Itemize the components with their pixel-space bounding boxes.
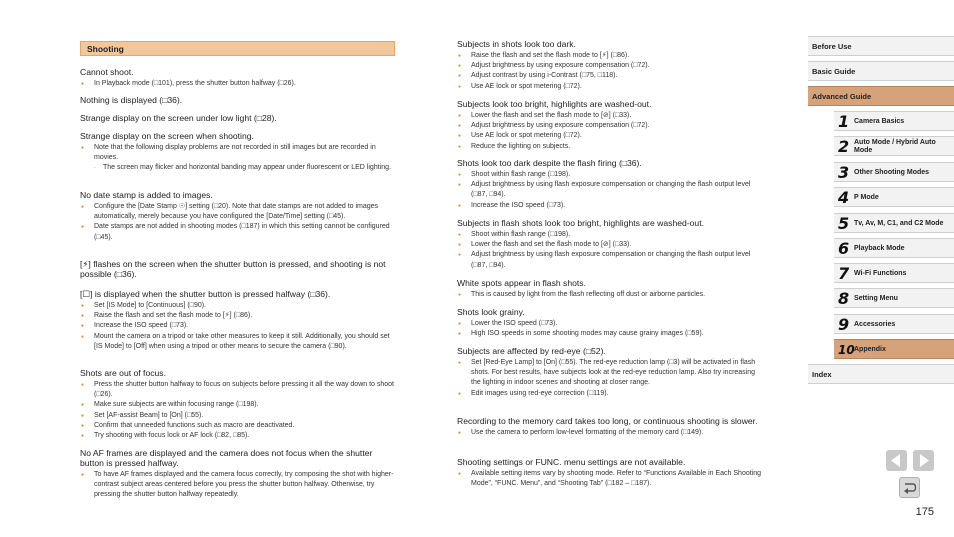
solution-text: Adjust brightness by using flash exposure compensation or changing the flash output level (□87, □94). xyxy=(471,251,751,269)
solution-text: Make sure subjects are within focusing range (□198). xyxy=(94,401,259,409)
solution-text: To have AF frames displayed and the camera focus correctly, try composing the shot with higher-contrast subject areas centered before you press the shutter button halfway. Otherwise, try pressing the shutter button halfway repeatedly. xyxy=(94,471,394,499)
nav-chapter-8[interactable] xyxy=(834,288,954,308)
nav-chapter-7[interactable] xyxy=(834,263,954,283)
trouble-heading: Subjects look too bright, highlights are washed-out. xyxy=(457,99,652,109)
chapter-number: 7 xyxy=(838,264,850,283)
trouble-item xyxy=(80,368,395,441)
solution-text: Lower the flash and set the flash mode to [⊘] (□33). xyxy=(471,112,632,119)
solution-list xyxy=(457,51,764,92)
trouble-heading: Strange display on the screen under low light (□28). xyxy=(80,113,277,123)
solution-text: Note that the following display problems are not recorded in still images but are recorded in movies. xyxy=(94,144,376,162)
trouble-item xyxy=(80,95,395,105)
solution-item xyxy=(80,202,395,222)
solution-text: Adjust brightness by using exposure compensation (□72). xyxy=(471,62,650,70)
solution-item xyxy=(457,469,764,489)
solution-item xyxy=(457,240,764,250)
trouble-heading: Subjects in shots look too dark. xyxy=(457,39,576,49)
solution-item xyxy=(80,143,395,163)
section-header-shooting xyxy=(80,41,395,56)
solution-item xyxy=(80,431,395,441)
chapter-number: 10 xyxy=(838,343,855,357)
nav-index[interactable]: Index xyxy=(808,364,954,384)
solution-subitem: - The screen may flicker and horizontal banding may appear under fluorescent or LED lighting. xyxy=(80,163,395,173)
solution-text: Edit images using red-eye correction (□119). xyxy=(471,389,609,397)
chapter-label: Auto Mode / Hybrid Auto Mode xyxy=(854,139,936,154)
trouble-item xyxy=(457,158,764,211)
chapter-label: Playback Mode xyxy=(854,245,905,252)
solution-text: Mount the camera on a tripod or take other measures to keep it still. Additionally, you should set [IS Mode] to [Off] when using a tripod or other means to secure the camera (□90). xyxy=(94,332,390,350)
nav-before-use[interactable]: Before Use xyxy=(808,36,954,56)
prev-page-button[interactable] xyxy=(886,450,907,471)
solution-text: Reduce the lighting on subjects. xyxy=(471,142,571,150)
solution-text: Try shooting with focus lock or AF lock (□82, □85). xyxy=(94,432,250,440)
solution-item xyxy=(457,389,764,399)
nav-chapter-3[interactable] xyxy=(834,162,954,182)
solution-item xyxy=(457,358,764,389)
solution-item xyxy=(457,180,764,200)
solution-text: Set [IS Mode] to [Continuous] (□90). xyxy=(94,302,207,309)
trouble-item xyxy=(80,190,395,243)
solution-text: Raise the flash and set the flash mode to [⚡] (□86). xyxy=(471,52,630,59)
trouble-heading: No AF frames are displayed and the camera does not focus when the shutter button is pressed halfway. xyxy=(80,448,373,468)
solution-item xyxy=(457,250,764,270)
trouble-item xyxy=(457,278,764,300)
solution-text: Available setting items vary by shooting mode. Refer to “Functions Available in Each Shooting Mode”, “FUNC. Menu”, and “Shooting Tab” (□182 – □187). xyxy=(471,470,762,488)
trouble-item xyxy=(80,113,395,123)
chapter-label: Setting Menu xyxy=(854,295,898,302)
trouble-item xyxy=(457,457,764,489)
nav-chapter-10[interactable] xyxy=(834,339,954,359)
nav-basic-guide[interactable]: Basic Guide xyxy=(808,61,954,81)
solution-text: Press the shutter button halfway to focus on subjects before pressing it all the way down to shoot (□26). xyxy=(94,381,395,399)
solution-text: Date stamps are not added in shooting modes (□187) in which this setting cannot be configured (□45). xyxy=(94,223,390,241)
solution-item xyxy=(457,142,764,152)
nav-chapter-6[interactable] xyxy=(834,238,954,258)
trouble-item xyxy=(457,307,764,339)
solution-item xyxy=(457,51,764,61)
trouble-heading: Shots look grainy. xyxy=(457,307,525,317)
solution-text: Adjust brightness by using exposure compensation (□72). xyxy=(471,122,650,130)
solution-item xyxy=(457,230,764,240)
chapter-label: Camera Basics xyxy=(854,118,905,125)
solution-item xyxy=(457,329,764,339)
solution-text: Set [AF-assist Beam] to [On] (□55). xyxy=(94,411,204,419)
solution-text: Increase the ISO speed (□73). xyxy=(471,201,566,209)
solution-text: Configure the [Date Stamp ☉] setting (□20). Note that date stamps are not added to images automatically, merely because you have configured the [Date/Time] setting (□45). xyxy=(94,203,379,221)
solution-text: This is caused by light from the flash reflecting off dust or airborne particles. xyxy=(471,291,706,298)
solution-text: Use AE lock or spot metering (□72). xyxy=(471,132,582,140)
solution-list xyxy=(80,470,395,501)
chapter-number: 6 xyxy=(838,239,850,258)
solution-list xyxy=(457,319,764,339)
solution-text: Set [Red-Eye Lamp] to [On] (□55). The red-eye reduction lamp (□3) will be activated in flash shots. For best results, have subjects look at the red-eye reduction lamp. Also try increasing the lighting in indoor scenes and shooting at closer range. xyxy=(471,359,756,387)
solution-item xyxy=(457,170,764,180)
trouble-heading: Shots look too dark despite the flash firing (□36). xyxy=(457,158,642,168)
trouble-heading: Recording to the memory card takes too long, or continuous shooting is slower. xyxy=(457,416,758,426)
solution-text: Shoot within flash range (□198). xyxy=(471,231,571,238)
trouble-item xyxy=(80,131,395,174)
solution-item xyxy=(80,332,395,352)
solution-text: Raise the flash and set the flash mode to [⚡] (□86). xyxy=(94,312,253,320)
solution-item xyxy=(80,311,395,321)
chapter-number: 8 xyxy=(838,289,850,308)
solution-item xyxy=(80,411,395,421)
solution-item xyxy=(457,82,764,92)
trouble-item xyxy=(80,448,395,501)
solution-item xyxy=(80,321,395,331)
trouble-heading: Subjects in flash shots look too bright, highlights are washed-out. xyxy=(457,218,704,228)
nav-chapter-2[interactable] xyxy=(834,136,954,156)
solution-item xyxy=(80,421,395,431)
solution-item xyxy=(457,131,764,141)
trouble-heading: Shots are out of focus. xyxy=(80,368,166,378)
nav-chapter-1[interactable] xyxy=(834,111,954,131)
chapter-number: 1 xyxy=(838,112,850,131)
chapter-number: 9 xyxy=(838,315,850,334)
nav-advanced-guide[interactable]: Advanced Guide xyxy=(808,86,954,106)
section-title: Shooting xyxy=(87,44,124,54)
solution-item xyxy=(457,319,764,329)
trouble-heading: No date stamp is added to images. xyxy=(80,190,213,200)
solution-item xyxy=(457,290,764,300)
solution-item xyxy=(457,111,764,121)
solution-item xyxy=(457,121,764,131)
nav-chapter-9[interactable] xyxy=(834,314,954,334)
nav-chapter-5[interactable] xyxy=(834,213,954,233)
solution-list xyxy=(80,301,395,352)
solution-text: Lower the flash and set the flash mode to [⊘] (□33). xyxy=(471,241,632,249)
solution-list xyxy=(80,143,395,174)
solution-item xyxy=(80,470,395,501)
chapter-label: P Mode xyxy=(854,194,879,201)
solution-item xyxy=(457,71,764,81)
solution-list xyxy=(457,170,764,211)
solution-text: High ISO speeds in some shooting modes may cause grainy images (□59). xyxy=(471,330,704,338)
return-button[interactable] xyxy=(899,477,920,498)
trouble-item xyxy=(80,67,395,89)
nav-chapter-4[interactable] xyxy=(834,187,954,207)
solution-text: Use the camera to perform low-level formatting of the memory card (□149). xyxy=(471,429,704,436)
solution-list xyxy=(457,111,764,152)
solution-item xyxy=(80,79,395,89)
trouble-item xyxy=(457,39,764,92)
solution-text: Adjust contrast by using i-Contrast (□75, □118). xyxy=(471,72,618,80)
trouble-item xyxy=(457,346,764,399)
trouble-item xyxy=(80,289,395,352)
solution-item xyxy=(80,380,395,400)
trouble-item xyxy=(457,99,764,152)
chapter-label: Appendix xyxy=(854,346,886,353)
solution-text: Lower the ISO speed (□73). xyxy=(471,320,558,327)
solution-list xyxy=(80,79,395,89)
chapter-number: 5 xyxy=(838,214,850,233)
solution-list xyxy=(457,469,764,489)
trouble-item xyxy=(457,416,764,438)
solution-list xyxy=(457,358,764,399)
chapter-label: Other Shooting Modes xyxy=(854,169,930,176)
trouble-item xyxy=(457,218,764,271)
solution-item xyxy=(80,222,395,242)
solution-text: In Playback mode (□101), press the shutter button halfway (□26). xyxy=(94,80,296,87)
chapter-label: Tv, Av, M, C1, and C2 Mode xyxy=(854,220,944,227)
solution-text: Adjust brightness by using flash exposure compensation or changing the flash output level (□87, □94). xyxy=(471,181,751,199)
next-page-button[interactable] xyxy=(913,450,934,471)
solution-text: Shoot within flash range (□198). xyxy=(471,171,571,178)
trouble-item xyxy=(80,259,395,279)
solution-text: Use AE lock or spot metering (□72). xyxy=(471,82,582,90)
chapter-number: 2 xyxy=(838,137,850,156)
trouble-heading: [⚡] flashes on the screen when the shutter button is pressed, and shooting is not possible (□36). xyxy=(80,259,386,279)
chapter-number: 4 xyxy=(838,188,850,207)
trouble-heading: Strange display on the screen when shooting. xyxy=(80,131,254,141)
chapter-number: 3 xyxy=(838,163,850,182)
chapter-label: Wi-Fi Functions xyxy=(854,270,907,277)
page-number: 175 xyxy=(915,506,934,518)
trouble-heading: [☐] is displayed when the shutter button is pressed halfway (□36). xyxy=(80,289,331,299)
solution-item xyxy=(80,400,395,410)
return-icon xyxy=(900,478,919,497)
solution-list xyxy=(80,202,395,243)
solution-text: Increase the ISO speed (□73). xyxy=(94,322,189,330)
arrow-left-icon xyxy=(886,450,907,471)
solution-list xyxy=(457,230,764,271)
trouble-heading: Cannot shoot. xyxy=(80,67,134,77)
trouble-heading: Subjects are affected by red-eye (□52). xyxy=(457,346,606,356)
solution-item xyxy=(80,301,395,311)
solution-item xyxy=(457,61,764,71)
trouble-heading: Shooting settings or FUNC. menu settings are not available. xyxy=(457,457,686,467)
solution-item xyxy=(457,201,764,211)
arrow-right-icon xyxy=(913,450,934,471)
solution-list xyxy=(457,290,764,300)
solution-list xyxy=(80,380,395,441)
chapter-label: Accessories xyxy=(854,321,896,328)
trouble-heading: Nothing is displayed (□36). xyxy=(80,95,183,105)
solution-item xyxy=(457,428,764,438)
solution-text: Confirm that unneeded functions such as macro are deactivated. xyxy=(94,421,295,429)
solution-list xyxy=(457,428,764,438)
trouble-heading: White spots appear in flash shots. xyxy=(457,278,586,288)
